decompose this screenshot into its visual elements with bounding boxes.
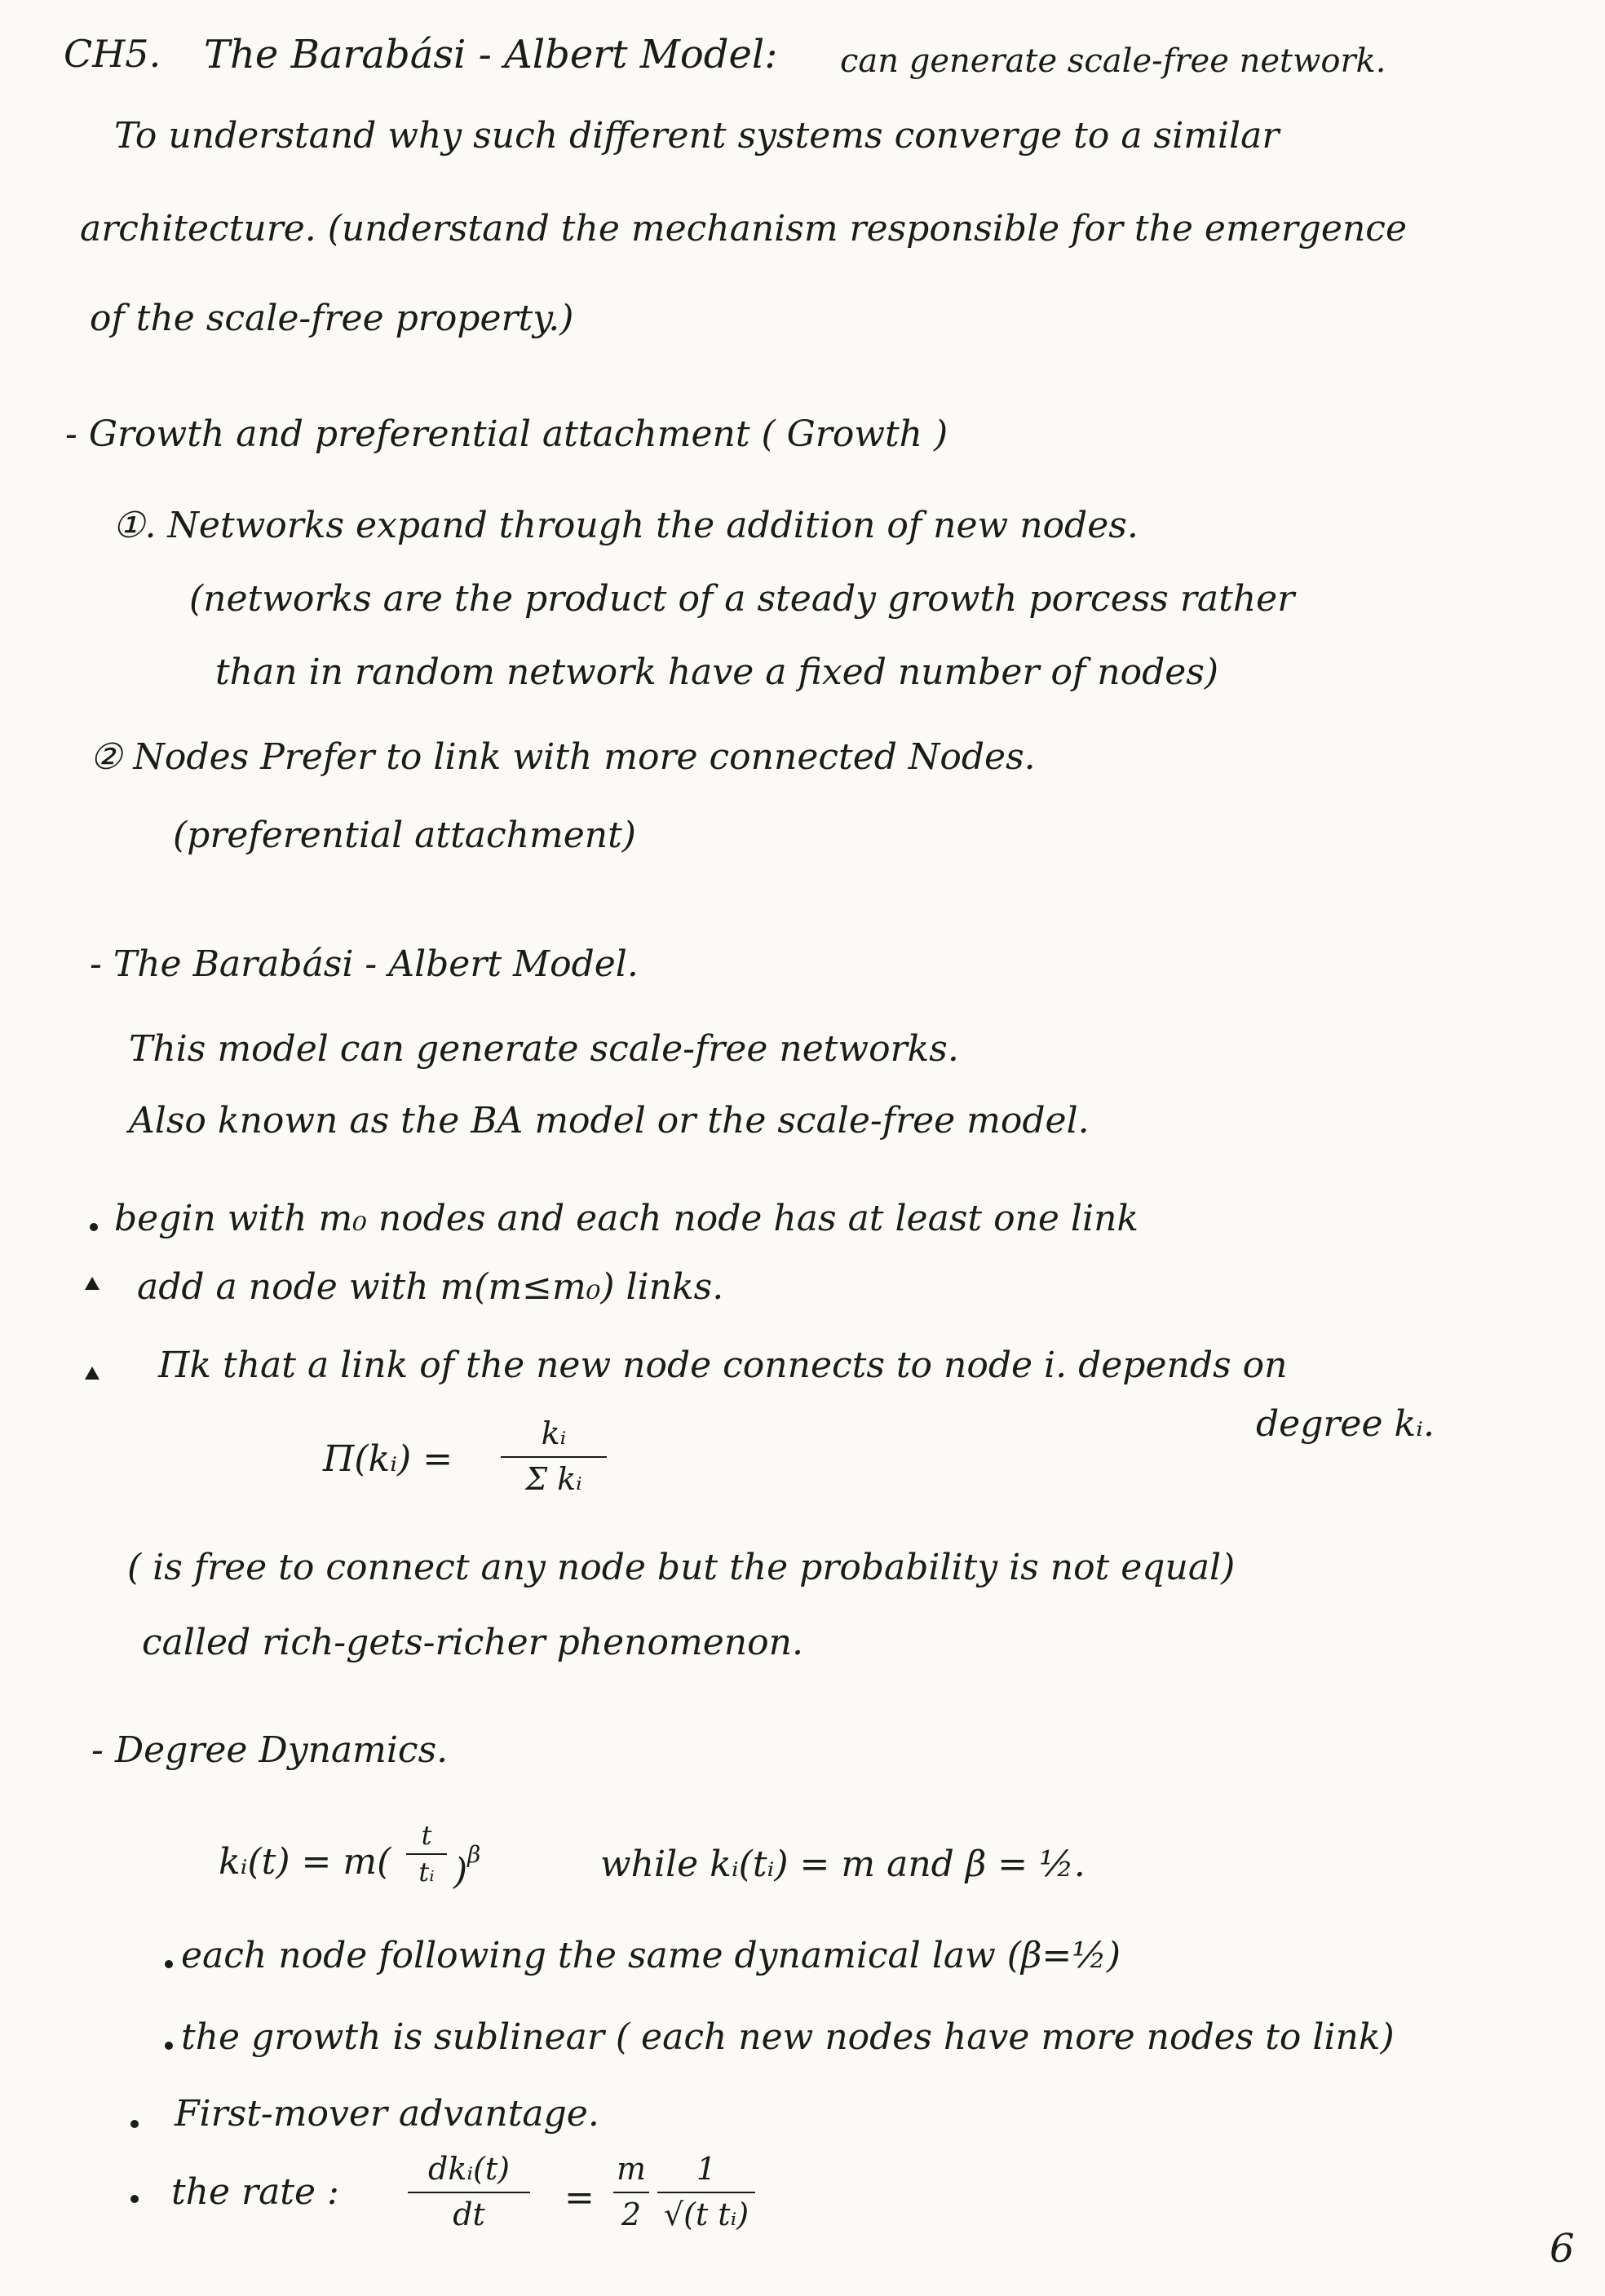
fraction-bar bbox=[613, 2192, 649, 2193]
degree-fraction-numerator: t bbox=[421, 1820, 432, 1851]
degree-formula-condition: while kᵢ(tᵢ) = m and β = ½. bbox=[600, 1843, 1085, 1885]
bullet-triangle bbox=[85, 1277, 99, 1290]
bullet-dot bbox=[130, 2120, 139, 2128]
formula-numerator: kᵢ bbox=[541, 1415, 567, 1451]
formula-denominator: Σ kᵢ bbox=[525, 1460, 582, 1497]
growth-item-1-line-2: (networks are the product of a steady growth porcess rather bbox=[189, 578, 1295, 620]
ba-bullet-3: Πk that a link of the new node connects to node i. depends on bbox=[158, 1344, 1288, 1386]
growth-item-1-line-1: ①. Networks expand through the addition of new nodes. bbox=[113, 505, 1139, 546]
degree-formula-exponent: β bbox=[467, 1841, 481, 1868]
rate-rhs-denominator-1: 2 bbox=[621, 2196, 642, 2232]
intro-line-2: architecture. (understand the mechanism responsible for the emergence bbox=[80, 208, 1407, 249]
fraction-bar bbox=[501, 1456, 607, 1458]
ba-bullet-2: add a node with m(m≤m₀) links. bbox=[137, 1266, 724, 1308]
ba-note-1: ( is free to connect any node but the probability is not equal) bbox=[127, 1547, 1236, 1588]
degree-formula-close bbox=[453, 1841, 480, 1892]
preferential-formula-fraction bbox=[501, 1417, 607, 1497]
rate-rhs-denominator-2: √(t tᵢ) bbox=[663, 2196, 749, 2232]
rate-lhs-denominator: dt bbox=[453, 2196, 485, 2232]
growth-item-1-line-3: than in random network have a fixed number of nodes) bbox=[215, 651, 1219, 693]
growth-heading: - Growth and preferential attachment ( Growth ) bbox=[65, 413, 948, 455]
growth-item-2-line-2: (preferential attachment) bbox=[173, 815, 636, 856]
rate-lhs-fraction bbox=[408, 2152, 530, 2232]
growth-item-2-line-1: ② Nodes Prefer to link with more connected Nodes. bbox=[90, 736, 1036, 778]
bullet-dot bbox=[130, 2195, 139, 2203]
degree-formula-close-paren: ) bbox=[453, 1851, 468, 1892]
chapter-title: The Barabási - Albert Model: bbox=[204, 32, 778, 77]
page-number: 6 bbox=[1550, 2226, 1575, 2272]
chapter-label: CH5. bbox=[64, 32, 161, 76]
rate-label: the rate : bbox=[171, 2171, 339, 2213]
ba-model-line-2: Also known as the BA model or the scale-free model. bbox=[129, 1100, 1090, 1141]
ba-model-heading: - The Barabási - Albert Model. bbox=[90, 943, 639, 985]
intro-line-3: of the scale-free property.) bbox=[90, 298, 574, 339]
ba-bullet-1: begin with m₀ nodes and each node has at least one link bbox=[114, 1198, 1139, 1239]
fraction-bar bbox=[657, 2192, 755, 2193]
degree-formula-fraction bbox=[406, 1821, 447, 1887]
rate-rhs-numerator-1: m bbox=[616, 2151, 647, 2187]
degree-formula-main: kᵢ(t) = m( bbox=[219, 1841, 391, 1883]
intro-line-1: To understand why such different systems converge to a similar bbox=[114, 115, 1280, 157]
dynamics-bullet-2: the growth is sublinear ( each new nodes have more nodes to link) bbox=[181, 2016, 1395, 2058]
dynamics-bullet-3: First-mover advantage. bbox=[175, 2093, 599, 2135]
bullet-dot bbox=[90, 1223, 98, 1231]
rate-rhs-fraction-2 bbox=[657, 2152, 755, 2232]
fraction-bar bbox=[406, 1853, 447, 1855]
rate-rhs-fraction-1 bbox=[613, 2152, 649, 2232]
degree-formula bbox=[219, 1841, 391, 1883]
bullet-dot bbox=[165, 1960, 173, 1968]
bullet-dot bbox=[165, 2042, 173, 2050]
chapter-title-note: can generate scale-free network. bbox=[840, 42, 1386, 80]
dynamics-heading: - Degree Dynamics. bbox=[91, 1729, 449, 1771]
ba-note-2: called rich-gets-richer phenomenon. bbox=[142, 1622, 803, 1663]
ba-model-line-1: This model can generate scale-free networks. bbox=[129, 1028, 959, 1070]
rate-equals: = bbox=[564, 2177, 595, 2219]
preferential-formula-lhs: Π(kᵢ) = bbox=[323, 1438, 453, 1480]
degree-fraction-denominator: tᵢ bbox=[418, 1857, 435, 1888]
ba-bullet-3-continued: degree kᵢ. bbox=[1256, 1403, 1435, 1445]
fraction-bar bbox=[408, 2192, 530, 2193]
rate-rhs-numerator-2: 1 bbox=[696, 2151, 717, 2187]
rate-lhs-numerator: dkᵢ(t) bbox=[428, 2151, 510, 2187]
dynamics-bullet-1: each node following the same dynamical law (β=½) bbox=[181, 1935, 1121, 1976]
bullet-triangle bbox=[85, 1367, 99, 1380]
